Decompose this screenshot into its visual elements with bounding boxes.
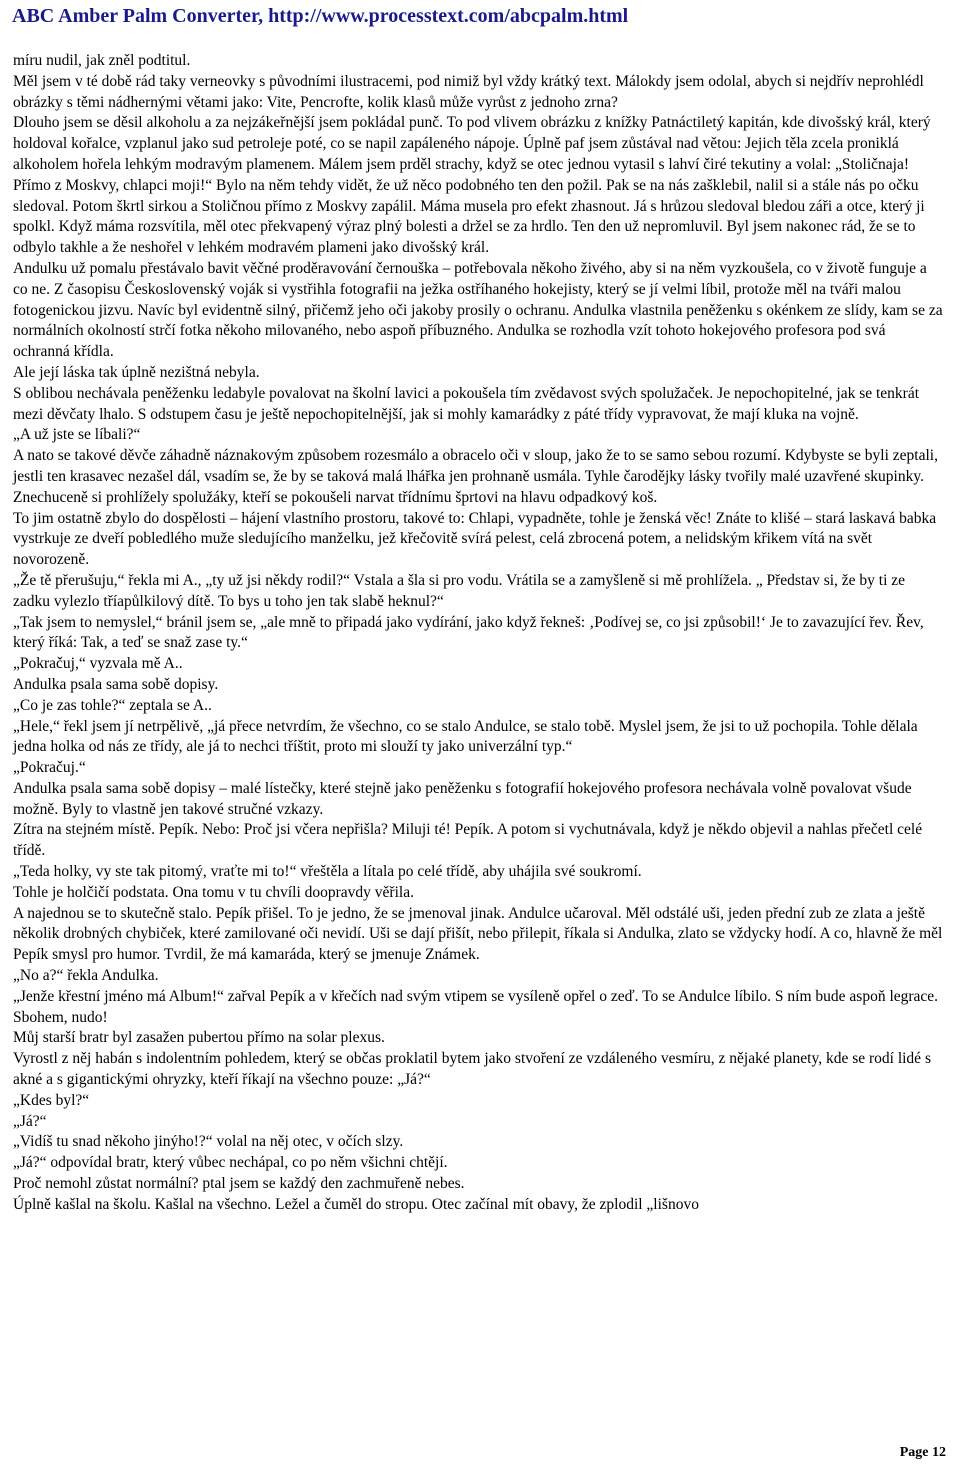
paragraph: „Já?“ — [13, 1112, 47, 1130]
paragraph: „Kdes byl?“ — [13, 1091, 90, 1109]
paragraph: Vyrostl z něj habán s indolentním pohledem, který se občas proklatil bytem jako stvoření ze vzdáleného vesmíru, z nějaké planety, kde se rodí lidé s akné a s gigantickými ohryzky, kteří říkají na všechno pouze: „Já?“ — [13, 1050, 931, 1089]
paragraph: míru nudil, jak zněl podtitul. — [13, 52, 191, 69]
document-body — [13, 51, 943, 1216]
paragraph: Andulka psala sama sobě dopisy. — [13, 675, 219, 693]
paragraph: Můj starší bratr byl zasažen pubertou přímo na solar plexus. — [13, 1029, 385, 1047]
page-header-title: ABC Amber Palm Converter, http://www.processtext.com/abcpalm.html — [12, 5, 629, 27]
paragraph: To jim ostatně zbylo do dospělosti – hájení vlastního prostoru, takové to: Chlapi, vypadněte, tohle je ženská věc! Znáte to klišé – stará laskavá babka vystrkuje ze dveří pobledlého muže sledujícího manželku, jež křečovitě svírá pelest, celá zbrocená potem, a nelidským křikem vítá na svět novorozeně. — [13, 509, 937, 569]
paragraph: „Že tě přerušuju,“ řekla mi A., „ty už jsi někdy rodil?“ Vstala a šla si pro vodu. Vrátila se a zamyšleně si mě prohlížela. „ Představ si, že by ti ze zadku vylezlo tříapůlkilový dítě. To bys u toho jen tak slabě heknul?“ — [13, 571, 906, 610]
paragraph: „Já?“ odpovídal bratr, který vůbec nechápal, co po něm všichni chtějí. — [13, 1154, 448, 1172]
paragraph: „No a?“ řekla Andulka. — [13, 967, 159, 985]
paragraph: Úplně kašlal na školu. Kašlal na všechno. Ležel a čuměl do stropu. Otec začínal mít obavy, že zplodil „lišnovo — [13, 1195, 699, 1213]
paragraph: „Jenže křestní jméno má Album!“ zařval Pepík a v křečích nad svým vtipem se vysíleně opřel o zeď. To se Andulce líbilo. S ním bude aspoň legrace. — [13, 987, 939, 1005]
paragraph: Zítra na stejném místě. Pepík. Nebo: Proč jsi včera nepřišla? Miluji té! Pepík. A potom si vychutnávala, když je někdo objevil a nahlas přečetl celé třídě. — [13, 821, 923, 860]
paragraph: Tohle je holčičí podstata. Ona tomu v tu chvíli doopravdy věřila. — [13, 883, 414, 901]
paragraph: „Pokračuj.“ — [13, 759, 86, 777]
paragraph: Proč nemohl zůstat normální? ptal jsem se každý den zachmuřeně nebes. — [13, 1175, 465, 1193]
paragraph: „Hele,“ řekl jsem jí netrpělivě, „já přece netvrdím, že všechno, co se stalo Andulce, se stalo tobě. Myslel jsem, že jsi to už pochopila. Tohle dělala jedna holka od nás ze třídy, ale já to nechci tříštit, proto mi slouží ty jako univerzální typ.“ — [13, 717, 918, 756]
paragraph: „Vidíš tu snad někoho jinýho!?“ volal na něj otec, v očích slzy. — [13, 1133, 404, 1151]
paragraph: „Pokračuj,“ vyzvala mě A.. — [13, 655, 183, 673]
paragraph: Měl jsem v té době rád taky verneovky s původními ilustracemi, pod nimiž byl vždy krátký text. Málokdy jsem odolal, abych si nejdřív neprohlédl obrázky s těmi nádhernými větami jako: Vite, Pencrofte, kolik klasů může vyrůst z jednoho zrna? — [13, 72, 924, 111]
paragraph: „A už jste se líbali?“ — [13, 426, 141, 444]
paragraph: S oblibou nechávala peněženku ledabyle povalovat na školní lavici a pokoušela tím zvědavost svých spolužaček. Je nepochopitelné, jak se tenkrát mezi děvčaty lhalo. S odstupem času je ještě nepochopitelnější, jak si mohly kamarádky z páté třídy vypravovat, že mají kluka na vojně. — [13, 384, 920, 423]
paragraph: „Tak jsem to nemyslel,“ bránil jsem se, „ale mně to připadá jako vydírání, jako když řekneš: ‚Podívej se, co jsi způsobil!‘ Je to zavazující řev. Řev, který říká: Tak, a teď se snaž zase ty.“ — [13, 613, 924, 652]
paragraph: „Teda holky, vy ste tak pitomý, vraťte mi to!“ vřeštěla a lítala po celé třídě, aby uhájila své soukromí. — [13, 863, 642, 881]
paragraph: „Co je zas tohle?“ zeptala se A.. — [13, 696, 212, 714]
page-number: Page 12 — [899, 1445, 946, 1460]
paragraph: A nato se takové děvče záhadně náznakovým způsobem rozesmálo a obracelo oči v sloup, jako že to se samo sebou rozumí. Kdybyste se byli zeptali, jestli ten krasavec nezašel dál, vsadím se, že by se taková malá lhářka jen prohnaně usmála. Tyhle čarodějky lásky tvořily malé uzavřené skupinky. Znechuceně si prohlížely spolužáky, kteří se pokoušeli narvat třídnímu šprtovi na hlavu odpadkový koš. — [13, 447, 938, 506]
paragraph: Andulku už pomalu přestávalo bavit věčné proděravování černouška – potřebovala někoho živého, aby si na něm vyzkoušela, co v životě funguje a co ne. Z časopisu Československý voják si vystřihla fotografii na ježka ostříhaného hokejisty, který se jí velmi líbil, protože měl na tváři malou fotogenickou jizvu. Navíc byl evidentně silný, přičemž jeho oči jakoby prosily o ochranu. Andulka vlastnila peněženku s okénkem ze slídy, kam se za normálních okolností strčí fotka někoho milovaného, nebo aspoň příbuzného. Andulka se rozhodla vzít tohoto hokejového profesora pod svá ochranná křídla. — [13, 259, 943, 361]
paragraph: Sbohem, nudo! — [13, 1008, 108, 1026]
paragraph: A najednou se to skutečně stalo. Pepík přišel. To je jedno, že se jmenoval jinak. Andulce učaroval. Měl odstálé uši, jeden přední zub ze zlata a ještě několik drobných chybiček, které zamilované oči nevidí. Uši se dají přišít, nebo přilepit, říkala si Andulka, zlato se vždycky hodí. A co, hlavně že měl Pepík smysl pro humor. Tvrdil, že má kamaráda, který se jmenuje Známek. — [13, 904, 943, 964]
paragraph: Dlouho jsem se děsil alkoholu a za nejzákeřnější jsem pokládal punč. To pod vlivem obrázku z knížky Patnáctiletý kapitán, kde divošský král, který holdoval kořalce, vzplanul jako sud petroleje poté, co se napil zapáleného nápoje. Úplně paf jsem zůstával nad větou: Jejich těla zcela proniklá alkoholem hořela lehkým modravým plamenem. Málem jsem prděl strachy, když se otec jednou vytasil s lahví čiré tekutiny a volal: „Stoličnaja! Přímo z Moskvy, chlapci moji!“ Bylo na něm tehdy vidět, že už něco podobného ten den požil. Pak se na nás zašklebil, nalil si a stále nás po očku sledoval. Potom škrtl sirkou a Stoličnou přímo z Moskvy zapálil. Máma musela pro efekt zhasnout. Já s hrůzou sledoval bledou záři a otce, který ji spolkl. Když máma rozsvítila, měl otec překvapený výraz plný bolesti a držel se za hrdlo. Ten den už nepromluvil. Byl jsem nakonec rád, že se to odbylo takhle a že neshořel v lehkém modravém plameni jako divošský král. — [13, 114, 931, 257]
paragraph: Andulka psala sama sobě dopisy – malé lístečky, které stejně jako peněženku s fotografií hokejového profesora nechávala volně povalovat všude možně. Byly to vlastně jen takové stručné vzkazy. — [13, 779, 912, 818]
paragraph: Ale její láska tak úplně nezištná nebyla. — [13, 363, 260, 381]
